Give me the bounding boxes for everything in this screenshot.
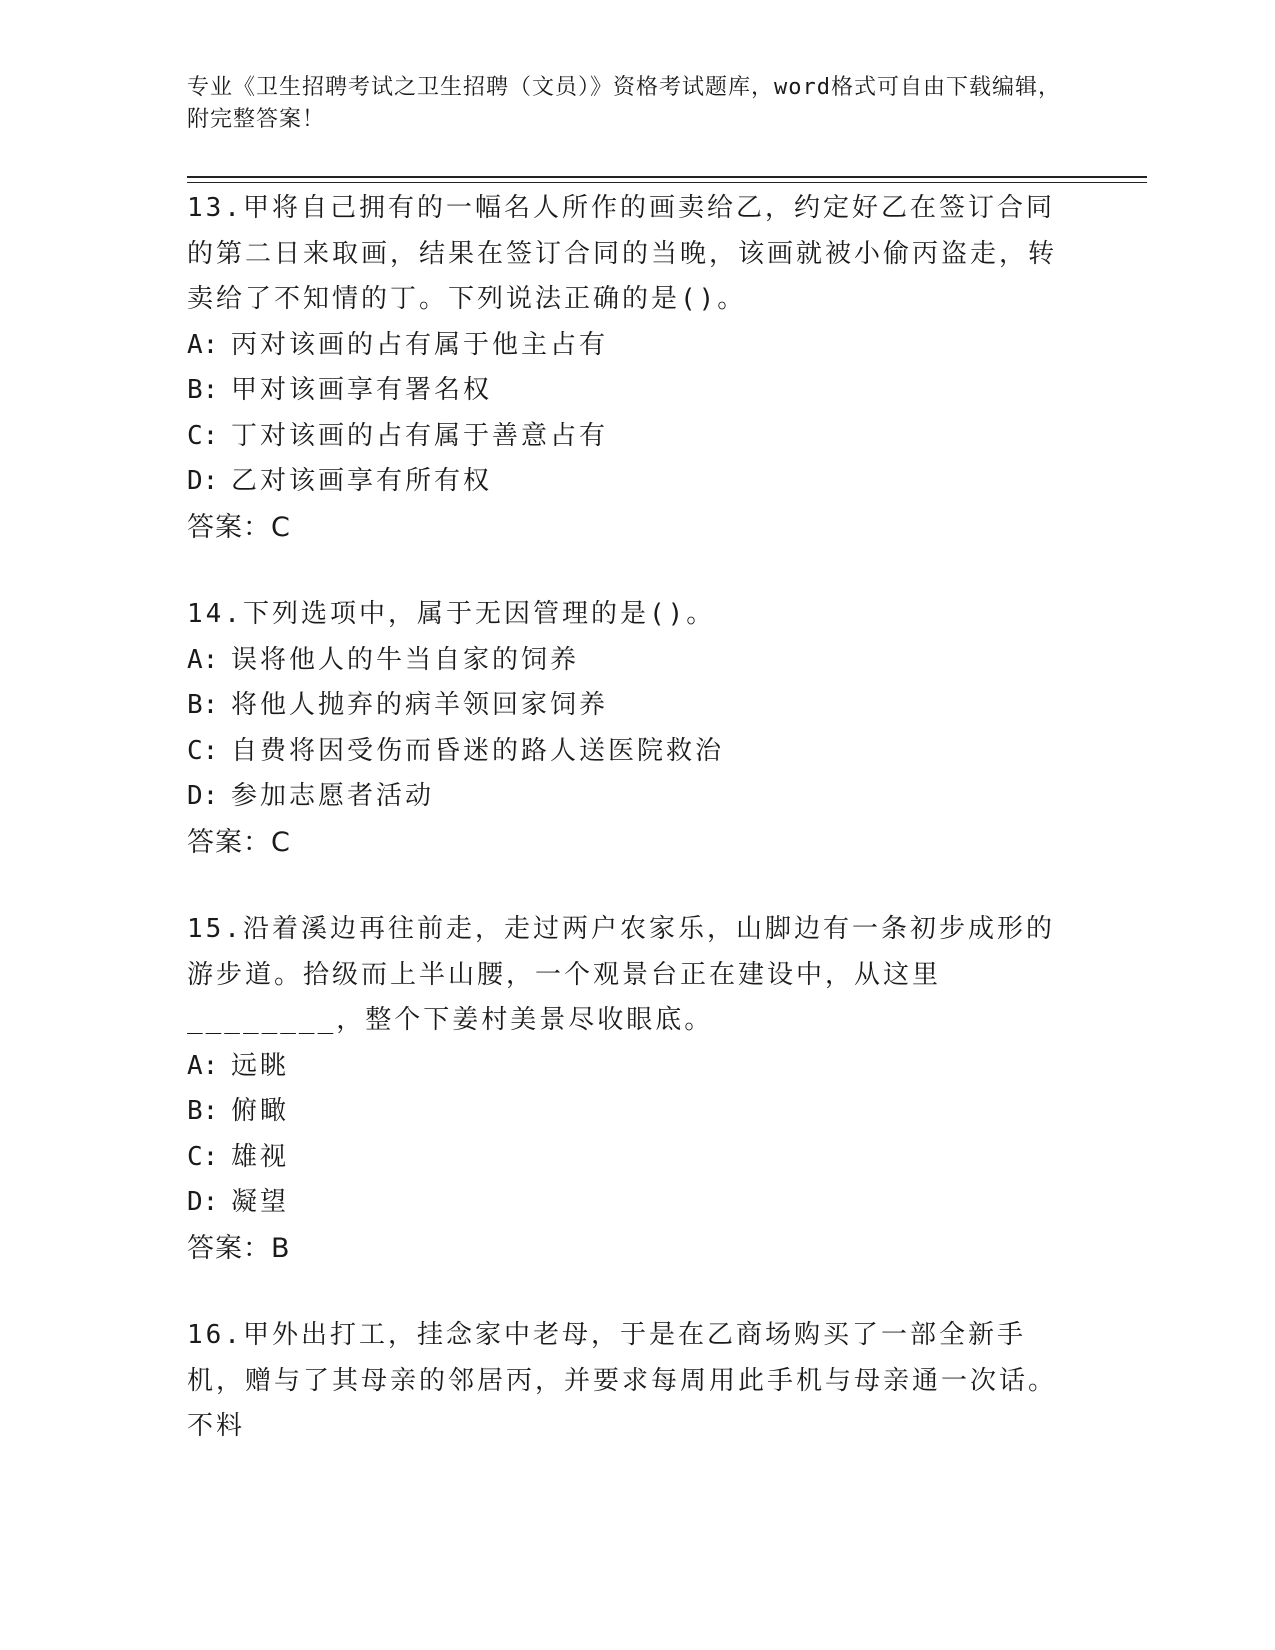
page-header: 专业《卫生招聘考试之卫生招聘（文员）》资格考试题库，word格式可自由下载编辑，附完整答案！ — [187, 75, 1061, 132]
option-text: 误将他人的牛当自家的饲养 — [231, 644, 580, 675]
answer-line: 答案：B — [187, 1232, 291, 1264]
option-c — [187, 414, 1147, 460]
option-d — [187, 459, 1147, 505]
question-15 — [187, 907, 1147, 1271]
option-letter: C: — [187, 1141, 219, 1172]
option-letter: D: — [187, 1187, 219, 1217]
question-16 — [187, 1313, 1147, 1450]
question-text: 16.甲外出打工，挂念家中老母，于是在乙商场购买了一部全新手机，赠与了其母亲的邻居丙，并要求每周用此手机与母亲通一次话。不料 — [187, 1320, 1058, 1441]
option-text: 凝望 — [231, 1187, 290, 1217]
option-d — [187, 1180, 1147, 1226]
option-text: 参加志愿者活动 — [231, 781, 435, 811]
option-letter: C: — [187, 735, 219, 766]
option-c — [187, 729, 1147, 775]
answer-line: 答案：C — [187, 511, 291, 543]
option-c — [187, 1135, 1147, 1181]
option-letter: A: — [187, 1050, 219, 1081]
option-b — [187, 1089, 1147, 1135]
option-text: 俯瞰 — [231, 1096, 290, 1126]
answer-line: 答案：C — [187, 826, 291, 858]
option-letter: B: — [187, 1096, 219, 1126]
option-text: 丁对该画的占有属于善意占有 — [231, 420, 609, 451]
option-letter: D: — [187, 781, 219, 811]
question-text: 14.下列选项中，属于无因管理的是()。 — [187, 599, 716, 629]
option-letter: D: — [187, 466, 219, 496]
option-text: 雄视 — [231, 1141, 290, 1172]
question-list — [187, 186, 1147, 1492]
header-rule-thick — [187, 176, 1147, 178]
option-text: 甲对该画享有署名权 — [231, 375, 493, 405]
option-text: 远眺 — [231, 1050, 290, 1081]
question-14 — [187, 592, 1147, 865]
option-b — [187, 368, 1147, 414]
option-letter: A: — [187, 644, 219, 675]
question-13 — [187, 186, 1147, 550]
option-text: 将他人抛弃的病羊领回家饲养 — [231, 690, 609, 720]
option-letter: B: — [187, 690, 219, 720]
option-letter: C: — [187, 420, 219, 451]
option-a — [187, 638, 1147, 684]
option-a — [187, 323, 1147, 369]
header-rule-thin — [187, 182, 1147, 183]
option-a — [187, 1044, 1147, 1090]
option-text: 乙对该画享有所有权 — [231, 466, 493, 496]
option-text: 丙对该画的占有属于他主占有 — [231, 329, 609, 360]
question-text: 15.沿着溪边再往前走，走过两户农家乐，山脚边有一条初步成形的游步道。拾级而上半山腰，一个观景台正在建设中，从这里________，整个下姜村美景尽收眼底。 — [187, 914, 1055, 1035]
option-b — [187, 683, 1147, 729]
option-d — [187, 774, 1147, 820]
option-text: 自费将因受伤而昏迷的路人送医院救治 — [231, 735, 725, 766]
option-letter: A: — [187, 329, 219, 360]
question-text: 13.甲将自己拥有的一幅名人所作的画卖给乙，约定好乙在签订合同的第二日来取画，结果在签订合同的当晚，该画就被小偷丙盗走，转卖给了不知情的丁。下列说法正确的是()。 — [187, 193, 1058, 314]
option-letter: B: — [187, 375, 219, 405]
